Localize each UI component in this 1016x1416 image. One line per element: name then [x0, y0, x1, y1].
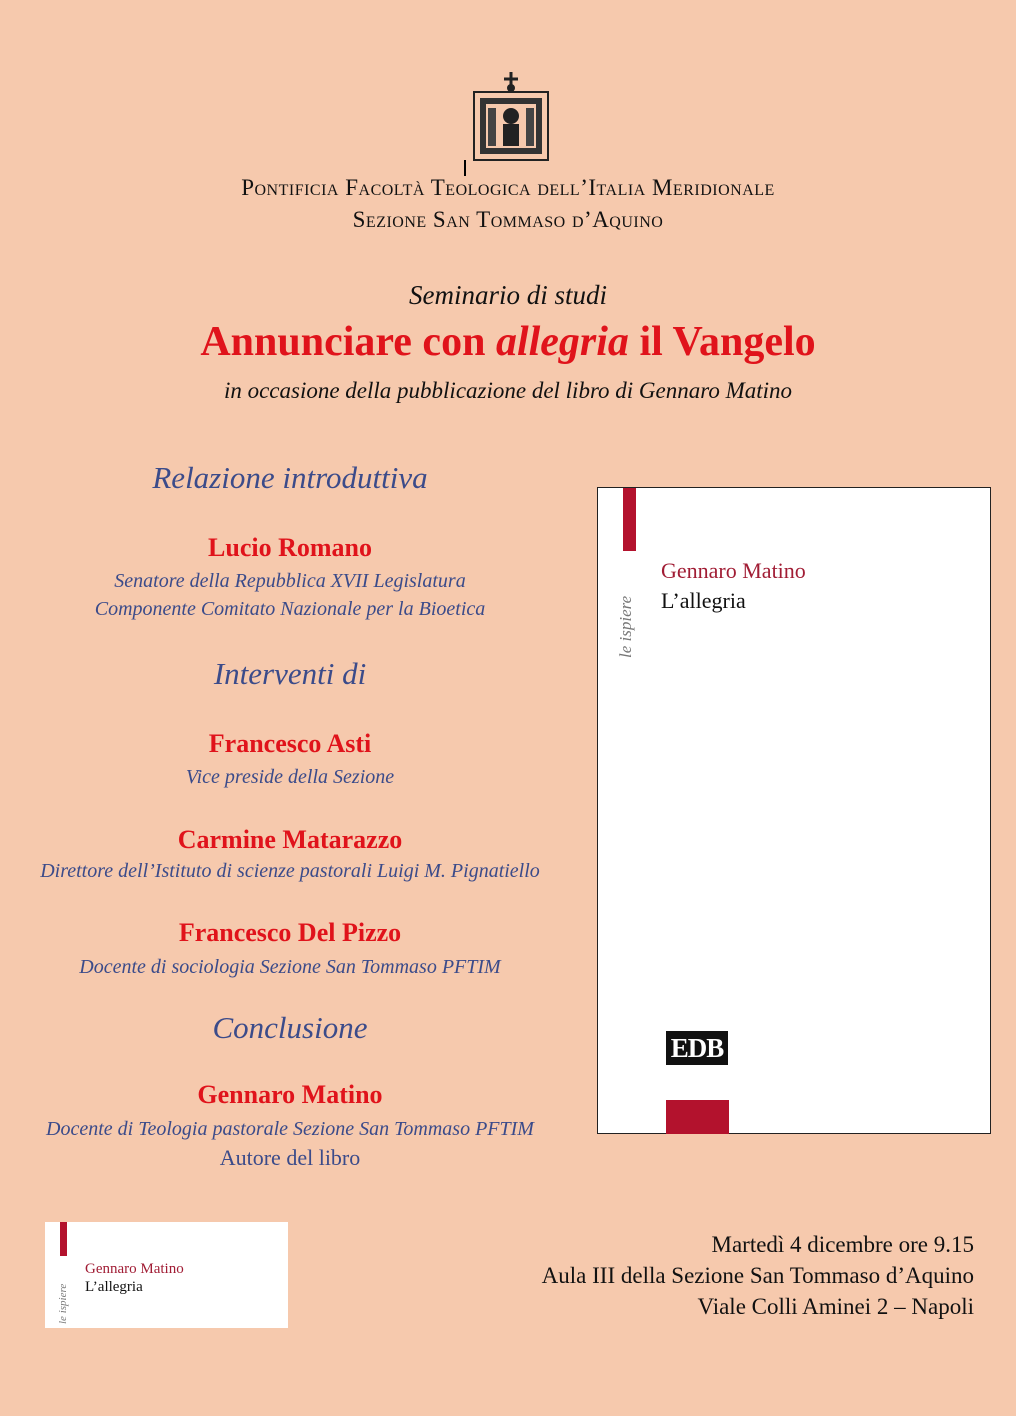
speaker-role: Docente di sociologia Sezione San Tommaso PFTIM: [79, 956, 501, 978]
intro-heading: Relazione introduttiva: [152, 460, 428, 495]
faculty-seal-logo: [472, 70, 550, 162]
speaker-name: Francesco Del Pizzo: [178, 918, 402, 947]
cover-series-label: le ispiere: [616, 595, 635, 658]
thumb-accent-bar: [60, 1222, 67, 1256]
event-title: [0, 318, 1016, 366]
event-title-emphasis: allegria: [495, 319, 629, 365]
cover-title: L’allegria: [661, 588, 746, 613]
event-kind: Seminario di studi: [408, 280, 607, 310]
intro-speaker-role1: Senatore della Repubblica XVII Legislatura: [114, 570, 466, 592]
publisher-logo: EDB: [666, 1031, 728, 1065]
interventi-heading: Interventi di: [213, 656, 367, 691]
book-thumbnail: [45, 1222, 288, 1328]
speaker-role: Direttore dell’Istituto di scienze pastorali Luigi M. Pignatiello: [40, 860, 540, 882]
event-title-pre: Annunciare con: [200, 319, 496, 365]
event-address: Viale Colli Aminei 2 – Napoli: [697, 1294, 974, 1319]
institution-section: Sezione San Tommaso d’Aquino: [352, 207, 664, 232]
speaker-name: Carmine Matarazzo: [177, 825, 403, 854]
speaker-role: Vice preside della Sezione: [185, 766, 395, 788]
conclusion-speaker-role2: Autore del libro: [219, 1145, 361, 1170]
thumb-author: Gennaro Matino: [85, 1261, 184, 1277]
event-place: Aula III della Sezione San Tommaso d’Aquino: [541, 1263, 974, 1288]
event-title-post: il Vangelo: [628, 319, 816, 365]
cover-accent-bar: [623, 488, 636, 551]
conclusion-speaker-name: Gennaro Matino: [197, 1080, 383, 1109]
speaker-name: Francesco Asti: [208, 729, 372, 758]
intro-speaker-name: Lucio Romano: [208, 533, 372, 562]
conclusion-heading: Conclusione: [212, 1010, 368, 1045]
event-subtitle: in occasione della pubblicazione del libro di Gennaro Matino: [223, 378, 793, 403]
cover-bottom-bar: [666, 1100, 729, 1134]
cover-author: Gennaro Matino: [661, 558, 806, 583]
thumb-series-label: le ispiere: [57, 1283, 69, 1324]
conclusion-speaker-role1: Docente di Teologia pastorale Sezione San Tommaso PFTIM: [46, 1118, 534, 1140]
divider-mark: [464, 160, 466, 176]
book-cover: [597, 487, 991, 1134]
event-date: Martedì 4 dicembre ore 9.15: [711, 1232, 974, 1257]
intro-speaker-role2: Componente Comitato Nazionale per la Bioetica: [94, 598, 486, 620]
institution-name: Pontificia Facoltà Teologica dell’Italia Meridionale: [241, 175, 775, 200]
thumb-title: L’allegria: [85, 1279, 143, 1295]
